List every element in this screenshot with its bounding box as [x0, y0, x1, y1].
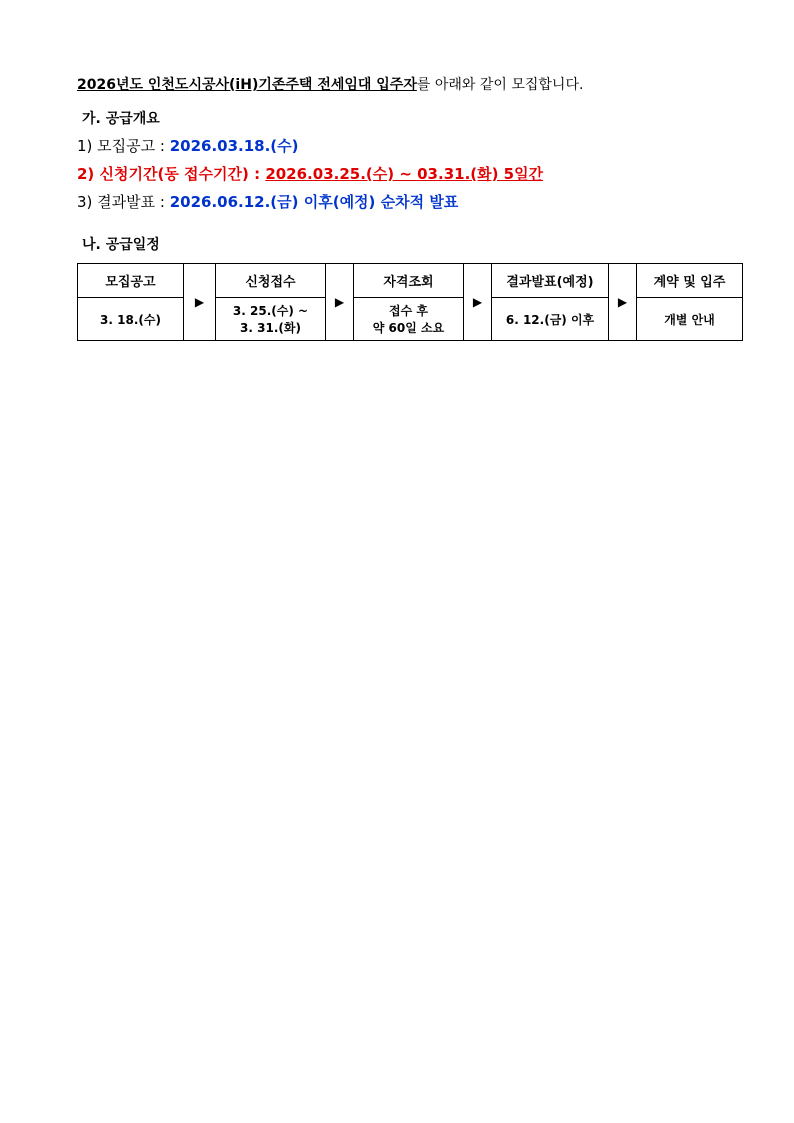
step-value — [78, 298, 184, 341]
schedule-value-row — [78, 298, 743, 341]
section-title-schedule: 나. 공급일정 — [82, 237, 160, 253]
step-value-line: 접수 후 — [389, 304, 428, 318]
item-announcement — [77, 135, 299, 156]
arrow-right-icon: ▶ — [326, 264, 354, 341]
intro-underlined: 2026년도 인천도시공사(iH)기존주택 전세임대 입주자 — [77, 77, 417, 93]
step-value-line: 3. 18.(수) — [100, 312, 161, 327]
intro-rest: 를 아래와 같이 모집합니다. — [416, 77, 584, 93]
step-value-line: 6. 12.(금) 이후 — [505, 312, 595, 327]
step-value-line: 3. 31.(화) — [240, 321, 301, 335]
step-value — [492, 298, 609, 341]
step-value — [216, 298, 326, 341]
item-application-period — [77, 163, 543, 184]
arrow-right-icon: ▶ — [609, 264, 637, 341]
item-label: 2) 신청기간(동 접수기간) : — [77, 165, 266, 183]
step-value-line: 3. 25.(수) ~ — [232, 304, 309, 318]
step-header: 계약 및 입주 — [637, 264, 743, 298]
step-header: 신청접수 — [216, 264, 326, 298]
intro-sentence — [77, 74, 583, 94]
item-result-announcement — [77, 191, 458, 212]
arrow-right-icon: ▶ — [184, 264, 216, 341]
schedule-header-row — [78, 264, 743, 298]
item-value: 2026.06.12.(금) 이후(예정) 순차적 발표 — [169, 193, 459, 211]
step-value — [354, 298, 464, 341]
item-label: 1) 모집공고 : — [77, 137, 170, 155]
step-value-line: 약 60일 소요 — [372, 321, 445, 335]
item-value: 2026.03.18.(수) — [169, 137, 299, 155]
step-header: 결과발표(예정) — [492, 264, 609, 298]
step-value-line: 개별 안내 — [664, 312, 715, 327]
item-label: 3) 결과발표 : — [77, 193, 170, 211]
arrow-right-icon: ▶ — [464, 264, 492, 341]
item-value: 2026.03.25.(수) ~ 03.31.(화) 5일간 — [265, 165, 544, 183]
step-value — [637, 298, 743, 341]
step-header: 자격조회 — [354, 264, 464, 298]
section-title-overview: 가. 공급개요 — [82, 111, 160, 127]
step-header: 모집공고 — [78, 264, 184, 298]
schedule-table — [77, 263, 743, 341]
